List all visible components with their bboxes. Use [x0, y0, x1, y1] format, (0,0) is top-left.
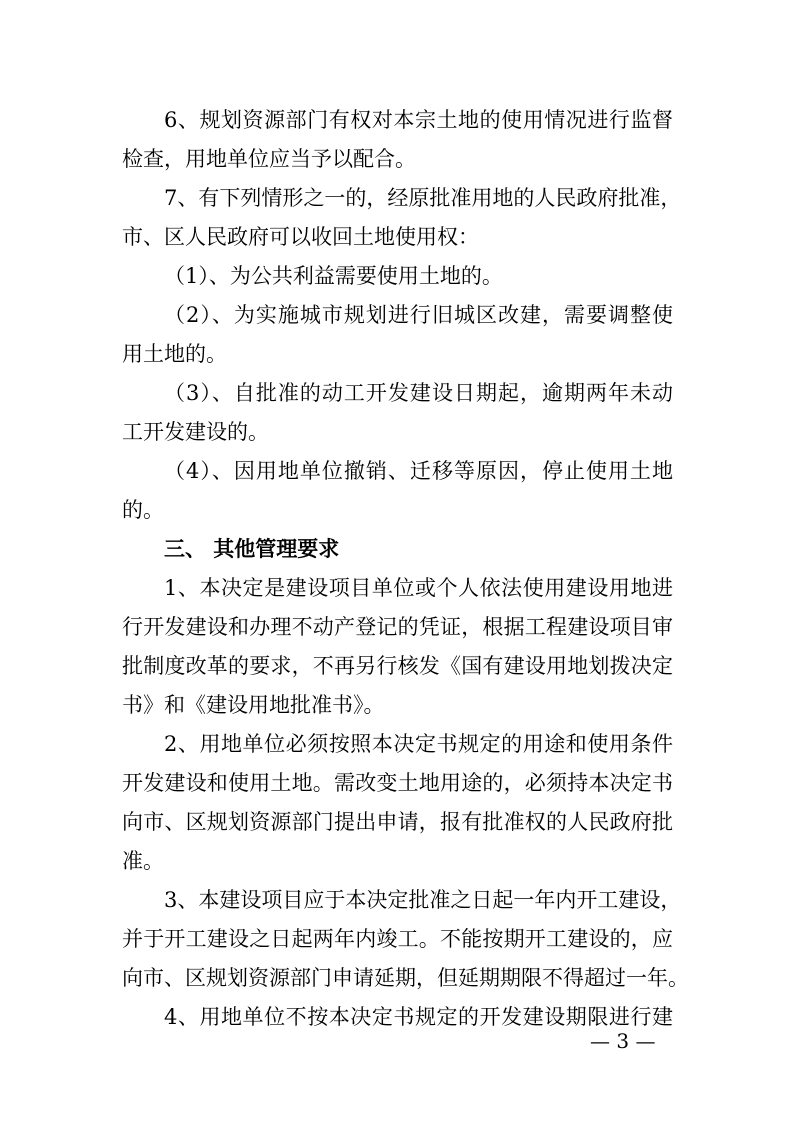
paragraph-line: （2）、为实施城市规划进行旧城区改建，需要调整使 [164, 303, 673, 327]
paragraph-line: 并于开工建设之日起两年内竣工。不能按期开工建设的，应 [122, 927, 673, 951]
paragraph-line: 的。 [122, 498, 164, 522]
section-heading: 三、 其他管理要求 [164, 537, 340, 561]
paragraph-line: 2、用地单位必须按照本决定书规定的用途和使用条件 [164, 732, 673, 756]
paragraph-line: 向市、区规划资源部门申请延期，但延期期限不得超过一年。 [122, 966, 689, 990]
paragraph-line: 6、规划资源部门有权对本宗土地的使用情况进行监督 [164, 108, 673, 132]
paragraph-line: 向市、区规划资源部门提出申请，报有批准权的人民政府批 [122, 810, 673, 834]
paragraph-line: 准。 [122, 849, 164, 873]
paragraph-line: 行开发建设和办理不动产登记的凭证，根据工程建设项目审 [122, 615, 673, 639]
paragraph-line: 批制度改革的要求，不再另行核发《国有建设用地划拨决定 [122, 654, 673, 678]
paragraph-line: （3）、自批准的动工开发建设日期起，逾期两年未动 [164, 381, 673, 405]
paragraph-line: 3、本建设项目应于本决定批准之日起一年内开工建设， [164, 888, 682, 912]
paragraph-line: 4、用地单位不按本决定书规定的开发建设期限进行建 [164, 1005, 673, 1029]
page-number: — 3 — [590, 1029, 656, 1053]
paragraph-line: （4）、因用地单位撤销、迁移等原因，停止使用土地 [164, 459, 673, 483]
paragraph-line: 书》和《建设用地批准书》。 [122, 693, 385, 717]
paragraph-line: 工开发建设的。 [122, 420, 269, 444]
paragraph-line: 7、有下列情形之一的，经原批准用地的人民政府批准， [164, 186, 682, 210]
paragraph-line: 1、本决定是建设项目单位或个人依法使用建设用地进 [164, 576, 673, 600]
paragraph-line: 市、区人民政府可以收回土地使用权： [122, 225, 479, 249]
paragraph-line: 检查，用地单位应当予以配合。 [122, 147, 416, 171]
paragraph-line: 开发建设和使用土地。需改变土地用途的，必须持本决定书 [122, 771, 673, 795]
paragraph-line: 用土地的。 [122, 342, 227, 366]
paragraph-line: （1）、为公共利益需要使用土地的。 [164, 264, 503, 288]
